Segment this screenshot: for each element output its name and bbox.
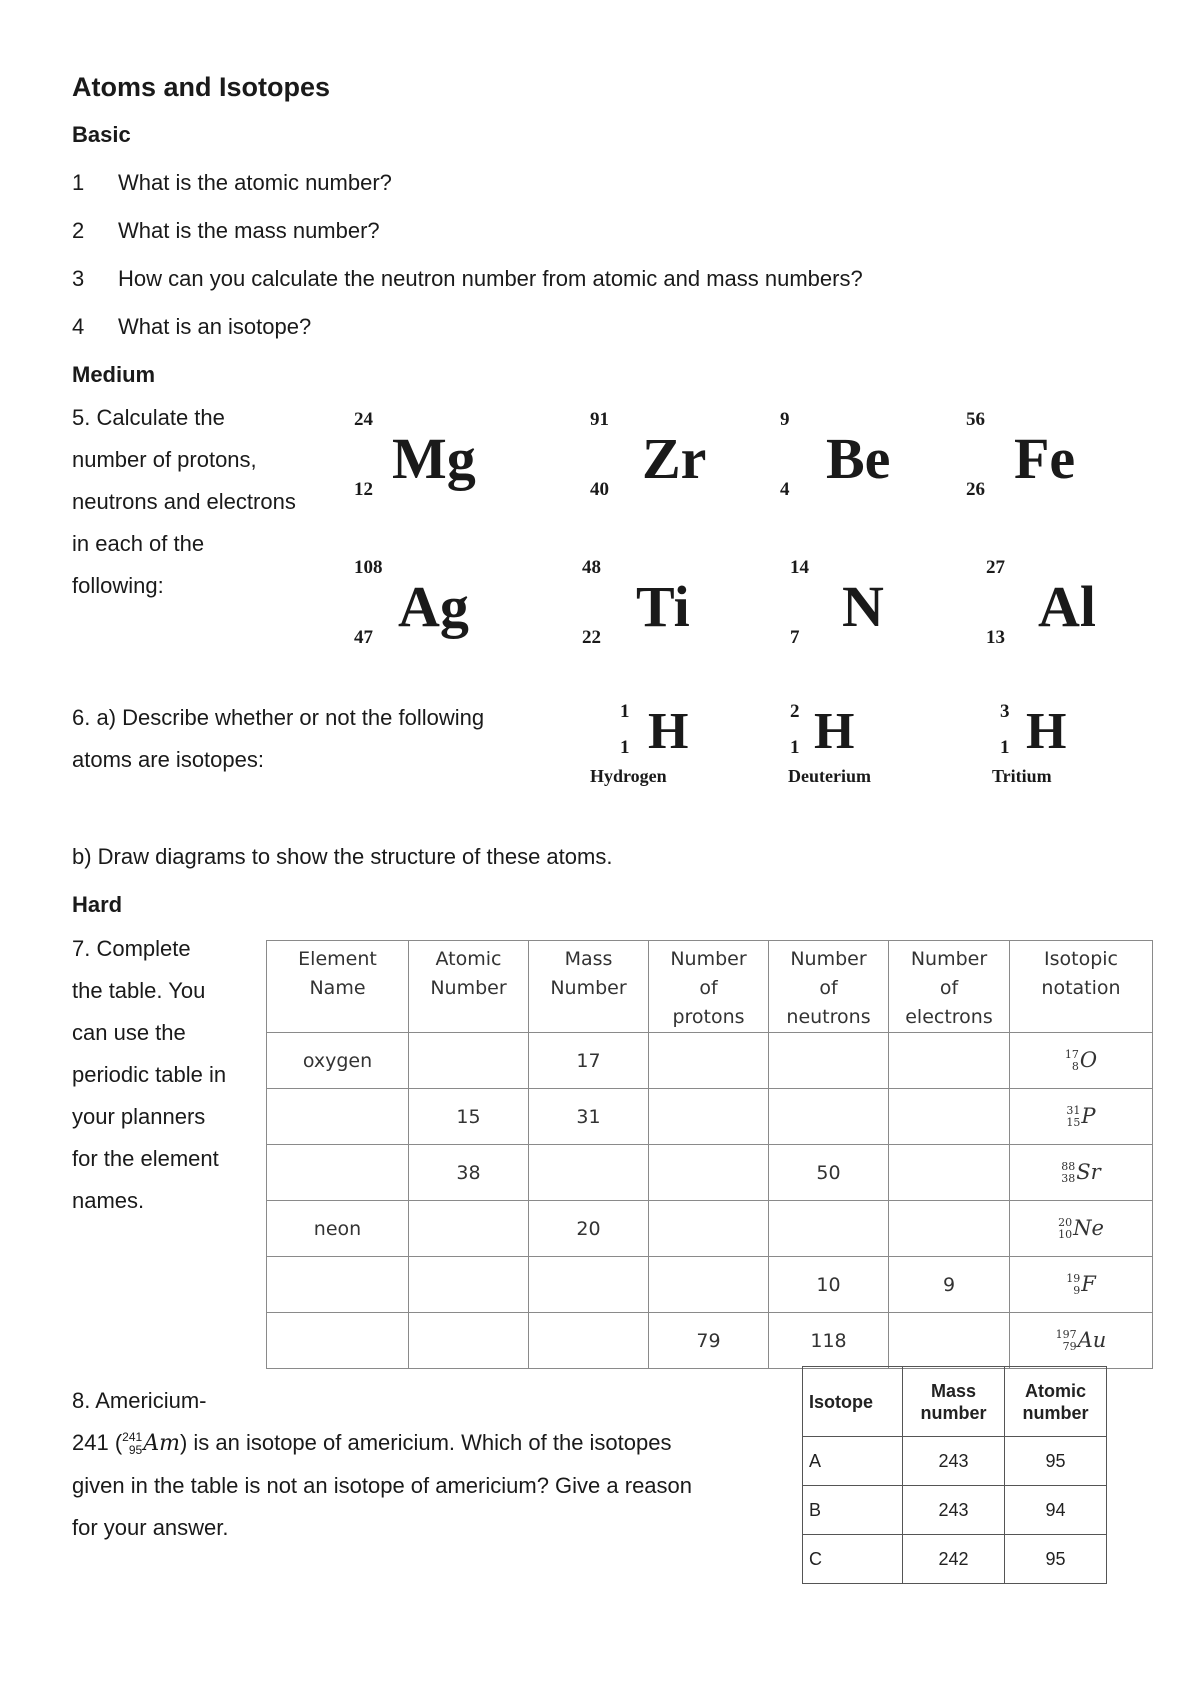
iso-mass: 31 [1066,1104,1081,1118]
element-name-cell[interactable]: oxygen [267,1033,409,1089]
iso-atomic: 15 [1066,1116,1081,1130]
electrons-cell[interactable]: 9 [889,1257,1010,1313]
neutrons-cell[interactable]: 50 [769,1145,889,1201]
column-header: Element Name [267,941,409,1033]
mass-number: 3 [1000,701,1010,722]
question-5-line: 5. Calculate the [72,405,225,430]
column-header: Atomic Number [409,941,529,1033]
atomic-number: 26 [966,479,985,500]
element-symbol: H [814,703,855,760]
iso-mass: 88 [1061,1160,1076,1174]
table-header-row [803,1367,1107,1437]
mass-number: 27 [986,557,1005,578]
am-mass: 241 [122,1430,143,1445]
question-text: How can you calculate the neutron number from atomic and mass numbers? [118,266,863,291]
electrons-cell[interactable] [889,1313,1010,1369]
atomic-number: 7 [790,627,800,648]
question-8-text: 241 ( [72,1430,123,1455]
question-3 [72,266,863,292]
mass-number: 1 [620,701,630,722]
iso-mass: 197 [1055,1328,1077,1342]
question-4 [72,314,311,340]
question-number: 3 [72,266,85,291]
isotopic-notation-cell [1010,1257,1153,1313]
question-5-line: following: [72,573,164,598]
protons-cell[interactable] [649,1201,769,1257]
question-6-line: atoms are isotopes: [72,747,264,772]
question-5 [72,397,296,607]
column-header: Number of neutrons [769,941,889,1033]
atomic-number: 1 [1000,737,1010,758]
column-header: Mass number [903,1367,1005,1437]
mass-number-cell[interactable] [529,1313,649,1369]
isotope-name: Tritium [992,766,1052,786]
neutrons-cell[interactable] [769,1089,889,1145]
question-number: 1 [72,170,85,195]
question-6b: b) Draw diagrams to show the structure of these atoms. [72,844,613,869]
mass-number: 2 [790,701,800,722]
question-6-line: 6. a) Describe whether or not the following [72,705,485,730]
table-header-row [267,941,1153,1033]
iso-symbol: F [1081,1271,1096,1296]
iso-mass: 19 [1066,1272,1081,1286]
question-7-line: the table. You [72,978,206,1003]
question-8-line: for your answer. [72,1515,229,1540]
am-atomic: 95 [128,1443,143,1458]
protons-cell[interactable] [649,1257,769,1313]
element-name-cell[interactable] [267,1145,409,1201]
column-header: Number of electrons [889,941,1010,1033]
table-row [267,1033,1153,1089]
iso-symbol: Au [1077,1327,1107,1352]
table-row [267,1089,1153,1145]
question-number: 2 [72,218,85,243]
electrons-cell[interactable] [889,1201,1010,1257]
table-row [803,1437,1107,1486]
mass-number-cell: 242 [903,1535,1005,1584]
question-1 [72,170,392,196]
neutrons-cell[interactable]: 10 [769,1257,889,1313]
question-8-line [72,1422,772,1465]
element-symbol: Al [1038,574,1096,639]
table-row [803,1535,1107,1584]
iso-symbol: Sr [1076,1159,1101,1184]
question-7-line: periodic table in [72,1062,227,1087]
question-7 [72,928,226,1222]
neutrons-cell[interactable] [769,1033,889,1089]
mass-number: 56 [966,409,985,430]
electrons-cell[interactable] [889,1145,1010,1201]
question-7-line: 7. Complete [72,936,191,961]
element-symbol: N [842,574,884,639]
mass-number-cell[interactable] [529,1145,649,1201]
element-symbol: Be [826,426,891,491]
element-name-cell[interactable]: neon [267,1201,409,1257]
atomic-number-cell: 95 [1005,1535,1107,1584]
atomic-number: 47 [354,627,373,648]
isotopic-notation-cell [1010,1313,1153,1369]
mass-number-cell[interactable] [529,1257,649,1313]
column-header: Isotopic notation [1010,941,1153,1033]
atomic-number: 4 [780,479,790,500]
protons-cell[interactable]: 79 [649,1313,769,1369]
atomic-number-cell[interactable] [409,1033,529,1089]
element-symbol: H [1026,703,1067,760]
column-header: Number of protons [649,941,769,1033]
iso-atomic: 8 [1071,1060,1079,1074]
iso-mass: 20 [1058,1216,1073,1230]
question-7-line: your planners [72,1104,206,1129]
atomic-number-cell[interactable] [409,1257,529,1313]
element-symbol: Fe [1014,426,1076,491]
neutrons-cell[interactable]: 118 [769,1313,889,1369]
neutrons-cell[interactable] [769,1201,889,1257]
table-row [803,1486,1107,1535]
element-name-cell[interactable] [267,1089,409,1145]
question-number: 4 [72,314,85,339]
protons-cell[interactable] [649,1089,769,1145]
element-symbol: Ti [636,574,690,639]
question-6a [72,697,484,781]
atomic-number-cell: 95 [1005,1437,1107,1486]
section-heading-basic: Basic [72,122,131,147]
isotope-name: Deuterium [788,766,871,786]
atomic-number-cell[interactable] [409,1313,529,1369]
question-5-line: neutrons and electrons [72,489,296,514]
question-8-line: given in the table is not an isotope of americium? Give a reason [72,1473,693,1498]
section-heading-medium: Medium [72,362,156,387]
question-8-line: 8. Americium- [72,1388,207,1413]
isotope-table [266,940,1153,1369]
protons-cell[interactable] [649,1033,769,1089]
question-8 [72,1380,772,1549]
iso-atomic: 38 [1061,1172,1076,1186]
question-5-line: in each of the [72,531,205,556]
protons-cell[interactable] [649,1145,769,1201]
element-symbol: H [648,703,689,760]
table-row [267,1313,1153,1369]
atomic-number: 1 [790,737,800,758]
iso-symbol: Ne [1073,1215,1104,1240]
element-name-cell[interactable] [267,1313,409,1369]
isotopic-notation-cell [1010,1089,1153,1145]
atomic-number-cell[interactable] [409,1201,529,1257]
isotope-cell: B [803,1486,903,1535]
mass-number-cell: 243 [903,1437,1005,1486]
question-text: What is the atomic number? [118,170,392,195]
iso-mass: 17 [1064,1048,1079,1062]
mass-number-cell[interactable]: 17 [529,1033,649,1089]
mass-number: 91 [590,409,609,430]
atomic-number-cell[interactable]: 38 [409,1145,529,1201]
element-symbol: Zr [642,426,707,491]
iso-atomic: 9 [1073,1284,1081,1298]
mass-number: 108 [354,557,383,578]
question-7-line: can use the [72,1020,186,1045]
atomic-number: 13 [986,627,1005,648]
question-5-line: number of protons, [72,447,257,472]
mass-number: 14 [790,557,809,578]
atomic-number-cell[interactable]: 15 [409,1089,529,1145]
isotopic-notation-cell [1010,1145,1153,1201]
atomic-number: 12 [354,479,373,500]
americium-table [802,1366,1107,1584]
section-heading-hard: Hard [72,892,123,917]
element-symbol: Ag [398,574,469,639]
atomic-number: 1 [620,737,630,758]
electrons-cell[interactable] [889,1033,1010,1089]
atomic-number-cell: 94 [1005,1486,1107,1535]
mass-number-cell[interactable]: 31 [529,1089,649,1145]
question-7-line: names. [72,1188,145,1213]
table-row [267,1145,1153,1201]
iso-symbol: P [1081,1103,1096,1128]
column-header: Atomic number [1005,1367,1107,1437]
am-symbol: Am [143,1431,180,1456]
isotopic-notation-cell [1010,1201,1153,1257]
table-row [267,1257,1153,1313]
isotope-cell: C [803,1535,903,1584]
iso-atomic: 79 [1062,1340,1077,1354]
table-row [267,1201,1153,1257]
column-header: Isotope [803,1367,903,1437]
question-2 [72,218,380,244]
page-title: Atoms and Isotopes [72,72,331,102]
isotope-name: Hydrogen [590,766,667,786]
atomic-number: 22 [582,627,601,648]
mass-number-cell: 243 [903,1486,1005,1535]
mass-number-cell[interactable]: 20 [529,1201,649,1257]
isotopic-notation-cell [1010,1033,1153,1089]
element-name-cell[interactable] [267,1257,409,1313]
question-7-line: for the element [72,1146,219,1171]
mass-number: 48 [582,557,601,578]
isotope-cell: A [803,1437,903,1486]
atomic-number: 40 [590,479,609,500]
question-text: What is an isotope? [118,314,312,339]
mass-number: 24 [354,409,373,430]
iso-atomic: 10 [1058,1228,1073,1242]
question-text: What is the mass number? [118,218,380,243]
element-symbol: Mg [392,426,476,491]
column-header: Mass Number [529,941,649,1033]
mass-number: 9 [780,409,790,430]
question-8-text: ) is an isotope of americium. Which of the isotopes [179,1430,672,1455]
iso-symbol: O [1079,1047,1098,1072]
electrons-cell[interactable] [889,1089,1010,1145]
